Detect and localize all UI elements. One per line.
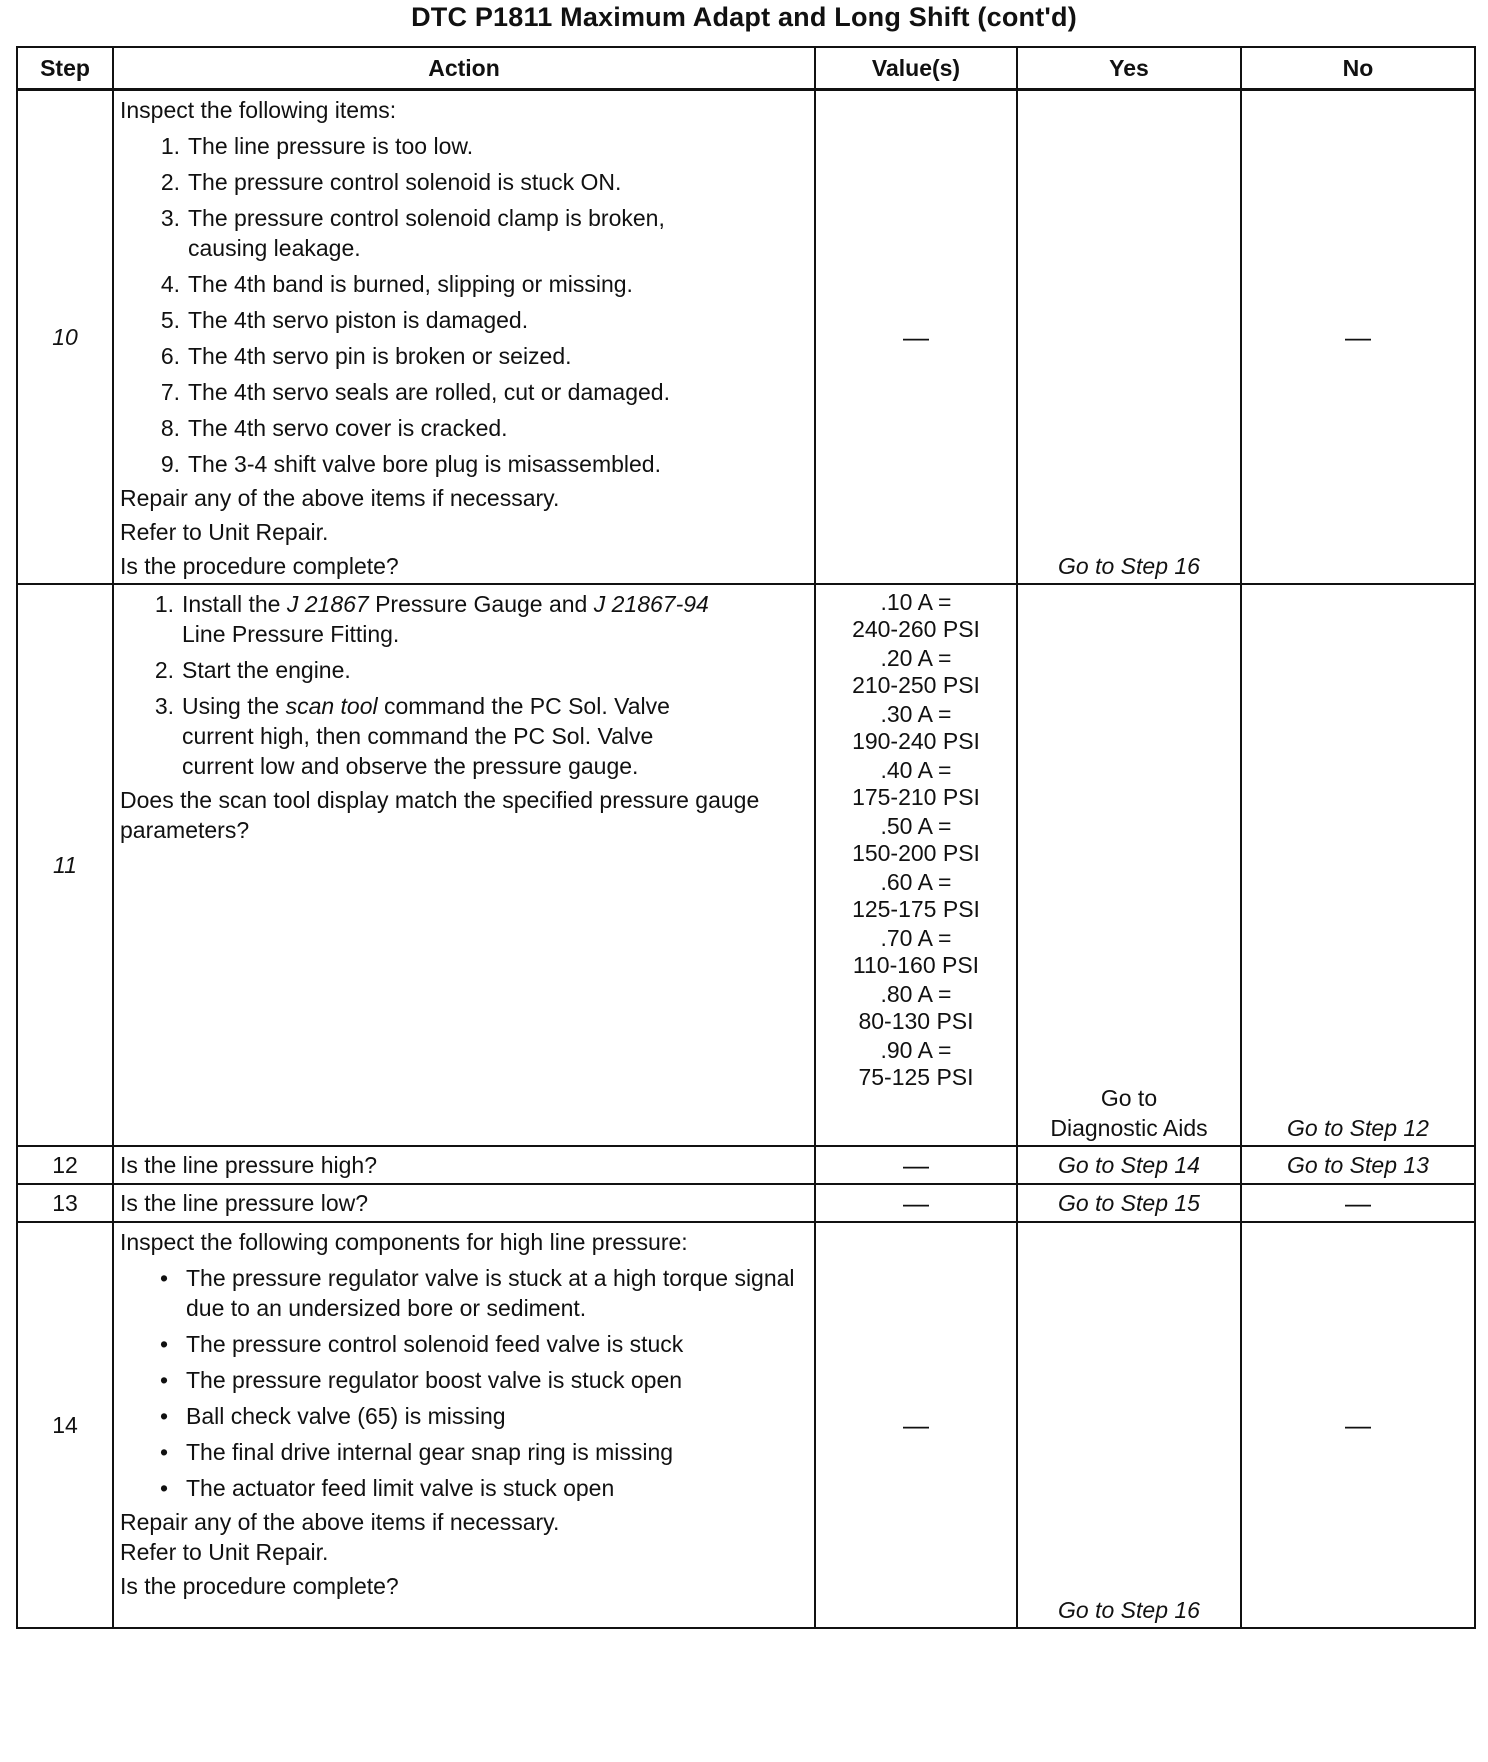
value-cell bbox=[815, 584, 1017, 1146]
list-item: 3. The pressure control solenoid clamp is broken, causing leakage. bbox=[160, 204, 665, 261]
no-cell: — bbox=[1241, 89, 1475, 584]
no-cell: — bbox=[1241, 1184, 1475, 1222]
no-cell: Go to Step 13 bbox=[1241, 1146, 1475, 1184]
list-item: 4. The 4th band is burned, slipping or missing. bbox=[160, 270, 633, 297]
action-cell: Is the line pressure low? bbox=[113, 1184, 815, 1222]
list-item: • The final drive internal gear snap ring is missing bbox=[160, 1438, 674, 1465]
refer-note: Refer to Unit Repair. bbox=[120, 518, 329, 545]
diagnostic-table bbox=[16, 46, 1476, 1629]
step-number: 10 bbox=[17, 89, 113, 584]
question: Does the scan tool display match the specified pressure gauge parameters? bbox=[120, 786, 760, 843]
list-item: 8. The 4th servo cover is cracked. bbox=[160, 414, 508, 441]
list-item: 1. The line pressure is too low. bbox=[160, 132, 474, 159]
refer-note: Refer to Unit Repair. bbox=[120, 1538, 329, 1565]
repair-note: Repair any of the above items if necessary. bbox=[120, 484, 560, 511]
yes-cell: Go to Step 16 bbox=[1017, 1222, 1241, 1628]
list-item: • Ball check valve (65) is missing bbox=[160, 1402, 506, 1429]
value-pair: .20 A = 210-250 PSI bbox=[852, 644, 980, 698]
header-no: No bbox=[1241, 47, 1475, 89]
list-item: 9. The 3-4 shift valve bore plug is misassembled. bbox=[160, 450, 661, 477]
value-pair: .30 A = 190-240 PSI bbox=[852, 700, 980, 754]
header-values: Value(s) bbox=[815, 47, 1017, 89]
action-cell bbox=[113, 1222, 815, 1628]
yes-cell: Go to Step 14 bbox=[1017, 1146, 1241, 1184]
yes-cell: Go to Diagnostic Aids bbox=[1017, 584, 1241, 1146]
value-pair: .50 A = 150-200 PSI bbox=[852, 812, 980, 866]
table-row-step-14 bbox=[17, 1222, 1475, 1628]
action-cell bbox=[113, 584, 815, 1146]
page-title: DTC P1811 Maximum Adapt and Long Shift (cont'd) bbox=[411, 2, 1077, 32]
action-intro: Inspect the following components for high line pressure: bbox=[120, 1228, 688, 1255]
table-row-step-10 bbox=[17, 89, 1475, 584]
list-item: 1. Install the J 21867 Pressure Gauge and J 21867-94 Line Pressure Fitting. bbox=[154, 590, 709, 647]
action-cell bbox=[113, 89, 815, 584]
list-item: 2. Start the engine. bbox=[154, 656, 351, 683]
step-number: 11 bbox=[17, 584, 113, 1146]
value-pair: .80 A = 80-130 PSI bbox=[858, 980, 974, 1034]
header-yes: Yes bbox=[1017, 47, 1241, 89]
value-cell: — bbox=[815, 1222, 1017, 1628]
list-item: • The pressure control solenoid feed valve is stuck bbox=[160, 1330, 684, 1357]
table-row-step-12 bbox=[17, 1146, 1475, 1184]
list-item: 6. The 4th servo pin is broken or seized. bbox=[160, 342, 572, 369]
action-intro: Inspect the following items: bbox=[120, 96, 397, 123]
list-item: 5. The 4th servo piston is damaged. bbox=[160, 306, 529, 333]
table-row-step-11 bbox=[17, 584, 1475, 1146]
repair-note: Repair any of the above items if necessary. bbox=[120, 1508, 560, 1535]
step-number: 13 bbox=[17, 1184, 113, 1222]
value-pair: .60 A = 125-175 PSI bbox=[852, 868, 980, 922]
table-row-step-13 bbox=[17, 1184, 1475, 1222]
list-item: • The actuator feed limit valve is stuck open bbox=[160, 1474, 615, 1501]
list-item: 3. Using the scan tool command the PC Sol. Valve current high, then command the PC Sol. Valve current low and observe the pressure gauge. bbox=[154, 692, 670, 779]
value-cell: — bbox=[815, 1146, 1017, 1184]
question: Is the procedure complete? bbox=[120, 1572, 399, 1599]
no-cell: — bbox=[1241, 1222, 1475, 1628]
step-number: 12 bbox=[17, 1146, 113, 1184]
list-item: • The pressure regulator boost valve is stuck open bbox=[160, 1366, 683, 1393]
step-number: 14 bbox=[17, 1222, 113, 1628]
header-step: Step bbox=[17, 47, 113, 89]
yes-cell: Go to Step 15 bbox=[1017, 1184, 1241, 1222]
no-cell: Go to Step 12 bbox=[1241, 584, 1475, 1146]
question: Is the procedure complete? bbox=[120, 552, 399, 579]
value-pair: .70 A = 110-160 PSI bbox=[852, 924, 980, 978]
value-cell: — bbox=[815, 1184, 1017, 1222]
list-item: 2. The pressure control solenoid is stuck ON. bbox=[160, 168, 622, 195]
yes-cell: Go to Step 16 bbox=[1017, 89, 1241, 584]
action-cell: Is the line pressure high? bbox=[113, 1146, 815, 1184]
value-pair: .10 A = 240-260 PSI bbox=[852, 588, 980, 642]
table-header-row bbox=[17, 47, 1475, 89]
value-cell: — bbox=[815, 89, 1017, 584]
list-item: • The pressure regulator valve is stuck at a high torque signal due to an undersized bore or sediment. bbox=[160, 1264, 795, 1321]
header-action: Action bbox=[113, 47, 815, 89]
list-item: 7. The 4th servo seals are rolled, cut or damaged. bbox=[160, 378, 670, 405]
value-pair: .90 A = 75-125 PSI bbox=[858, 1036, 974, 1090]
value-pair: .40 A = 175-210 PSI bbox=[852, 756, 980, 810]
